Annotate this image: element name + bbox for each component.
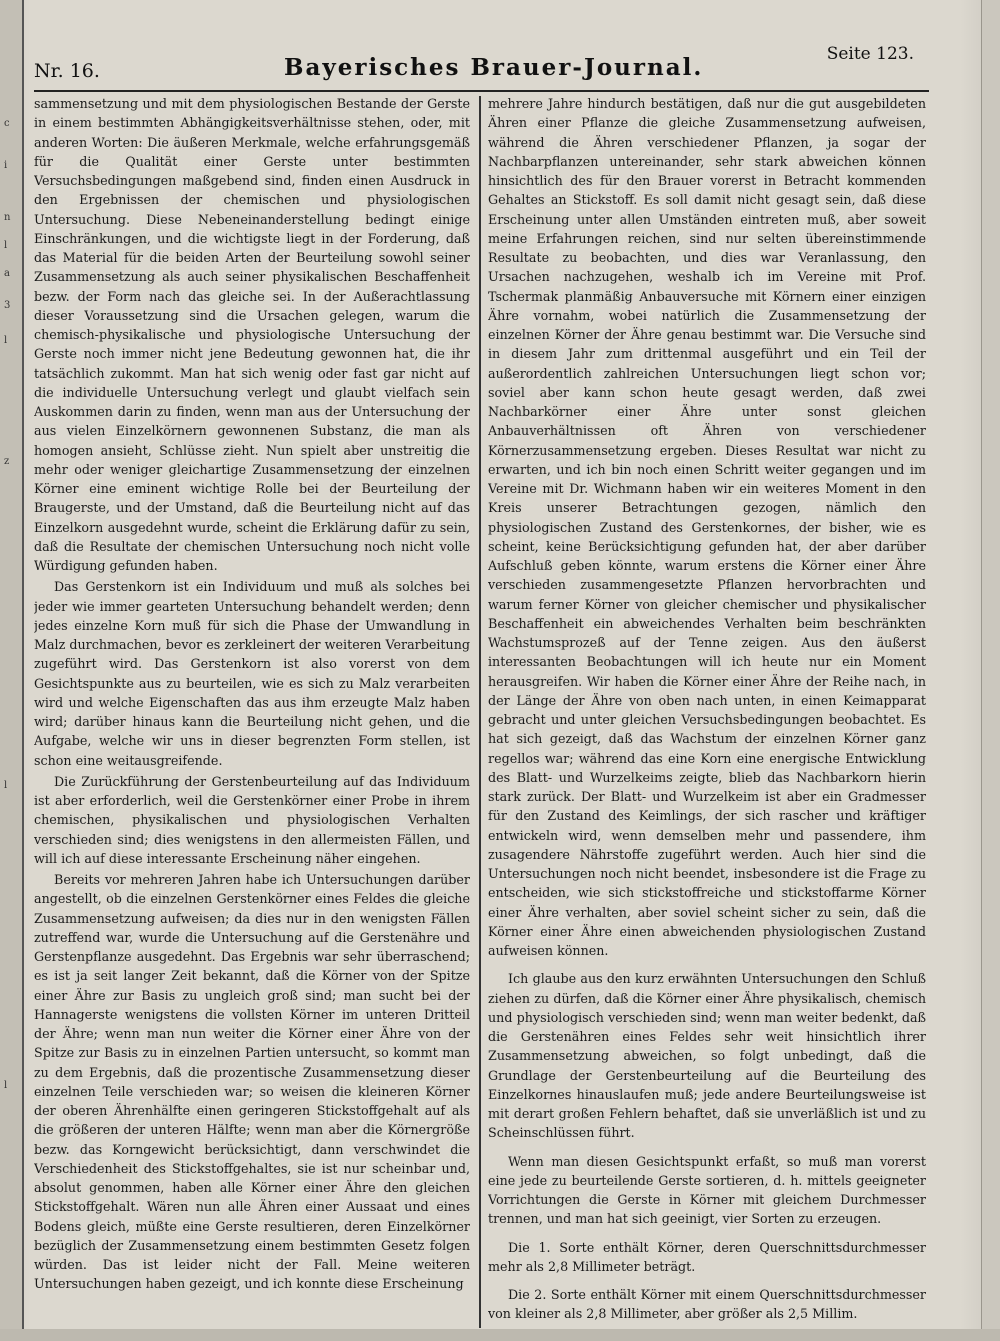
page-number: Seite 123. [826, 44, 914, 64]
margin-fragment: a [4, 268, 10, 279]
margin-fragment: l [4, 1080, 8, 1091]
page-header [34, 40, 914, 84]
paragraph: Ich glaube aus den kurz erwähnten Untersuchungen den Schluß ziehen zu dürfen, daß die Körner einer Ähre physikalisch, chemisch und physiologisch verschieden sind; wenn man weiter bedenkt, daß die Gerstenähren eines Feldes sehr weit hinsichtlich ihrer Zusammensetzung abweichen, so folgt unbedingt, daß die Grundlage der Gerstenbeurteilung auf die Beurteilung des Einzelkornes hinauslaufen muß; jede andere Beurteilungsweise ist mit derart großen Fehlern behaftet, daß sie unverläßlich ist und zu Scheinschlüssen führt. [488, 971, 926, 1141]
column-divider [479, 96, 481, 1328]
paragraph: mehrere Jahre hindurch bestätigen, daß nur die gut ausgebildeten Ähren einer Pflanze die gleiche Zusammensetzung aufweisen, während die Ähren verschiedener Pflanzen, ja sogar der Nachbarpflanzen untereinander, sehr stark abweichen können hinsichtlich des für den Brauer vorerst in Betracht kommenden Gehaltes an Stickstoff. Es soll damit nicht gesagt sein, daß diese Erscheinung unter allen Umständen eintreten muß, aber soweit meine Erfahrungen reichen, sind nur selten übereinstimmende Resultate zu beobachten, und dies war Veranlassung, den Ursachen nachzugehen, weshalb ich im Vereine mit Prof. Tschermak planmäßig Anbauversuche mit Körnern einer einzigen Ähre vornahm, wobei natürlich die Zusammensetzung der einzelnen Körner der Ähre genau bestimmt war. Die Versuche sind in diesem Jahr zum drittenmal ausgeführt und ein Teil der außerordentlich zahlreichen Untersuchungen liegt schon vor; soviel aber kann schon heute gesagt werden, daß zwei Nachbarkörner einer Ähre unter sonst gleichen Anbauverhältnissen oft Ähren von verschiedener Körnerzusammensetzung ergeben. Dieses Resultat war nicht zu erwarten, und ich bin noch einen Schritt weiter gegangen und im Vereine mit Dr. Wichmann haben wir ein weiteres Moment in den Kreis unserer Betrachtungen gezogen, nämlich den physiologischen Zustand des Gerstenkornes, der bisher, wie es scheint, keine Berücksichtigung gefunden hat, der aber darüber Aufschluß geben könnte, warum erstens die Körner einer Ähre verschieden zusammengesetzte Pflanzen hervorbrachten und warum ferner Körner von gleicher chemischer und physikalischer Beschaffenheit ein abweichendes Verhalten beim beschränkten Wachstumsprozeß auf der Tenne zeigen. Aus den äußerst interessanten Beobachtungen will ich heute nur ein Moment herausgreifen. Wir haben die Körner einer Ähre der Reihe nach, in der Länge der Ähre von oben nach unten, in einen Keimapparat gebracht und unter gleichen Versuchsbedingungen beobachtet. Es hat sich gezeigt, daß das Wachstum der einzelnen Körner ganz regellos war; während das eine Korn eine energische Entwicklung des Blatt- und Wurzelkeims zeigte, blieb das Nachbarkorn hierin stark zurück. Der Blatt- und Wurzelkeim ist aber ein Gradmesser für den Zustand des Keimlings, der sich rascher und kräftiger entwickeln wird, wenn demselben mehr und passendere, ihm zusagendere Nährstoffe zugeführt werden. Auch hier sind die Untersuchungen noch nicht beendet, insbesondere ist die Frage zu entscheiden, wie sich stickstoffreiche und stickstoffarme Körner einer Ähre verhalten, aber soviel scheint sicher zu sein, daß die Körner einer Ähre einen abweichenden physiologischen Zustand aufweisen können. [488, 96, 926, 958]
right-column [488, 94, 926, 1334]
paragraph: Die 1. Sorte enthält Körner, deren Querschnittsdurchmesser mehr als 2,8 Millimeter beträgt. [488, 1239, 926, 1274]
paragraph: Die 2. Sorte enthält Körner mit einem Querschnittsdurchmesser von kleiner als 2,8 Millimeter, aber größer als 2,5 Millim. [488, 1287, 926, 1322]
margin-fragment: l [4, 335, 8, 346]
margin-fragment: l [4, 240, 8, 251]
margin-fragment: 3 [4, 300, 11, 311]
left-column [34, 94, 470, 1334]
paragraph: Die Zurückführung der Gerstenbeurteilung auf das Individuum ist aber erforderlich, weil die Gerstenkörner einer Probe in ihrem chemischen, physikalischen und physiologischen Verhalten verschieden sind; dies wenigstens in den allermeisten Fällen, und will ich auf diese interessante Erscheinung näher eingehen. [34, 773, 470, 866]
margin-fragment: c [4, 118, 10, 129]
margin-fragment: i [4, 160, 8, 171]
paragraph: sammensetzung und mit dem physiologischen Bestande der Gerste in einem bestimmten Abhängigkeitsverhältnisse stehen, oder, mit anderen Worten: Die äußeren Merkmale, welche erfahrungsgemäß für die Qualität einer Gerste unter bestimmten Versuchsbedingungen maßgebend sind, finden einen Ausdruck in den Ergebnissen der chemischen und physiologischen Untersuchung. Diese Nebeneinanderstellung bedingt einige Einschränkungen, und die wichtigste liegt in der Forderung, daß das Material für die beiden Arten der Beurteilung sowohl seiner Zusammensetzung als auch seiner physikalischen Beschaffenheit bezw. der Form nach das gleiche sei. In der Außerachtlassung dieser Voraussetzung sind die Ursachen gelegen, warum die chemisch-physikalische und physiologische Untersuchung der Gerste noch immer nicht jene Bedeutung gewonnen hat, die ihr tatsächlich zukommt. Man hat sich wenig oder fast gar nicht auf die individuelle Untersuchung verlegt und glaubt vielfach sein Auskommen darin zu finden, wenn man aus der Untersuchung der aus vielen Einzelkörnern gewonnenen Substanz, die man als homogen ansieht, Schlüsse zieht. Nun spielt aber unstreitig die mehr oder weniger gleichartige Zusammensetzung der einzelnen Körner eine eminent wichtige Rolle bei der Beurteilung der Braugerste, und der Umstand, daß die Beurteilung nicht auf das Einzelkorn ausgedehnt wurde, scheint die Erklärung dafür zu sein, daß die Resultate der chemischen Untersuchung noch nicht volle Würdigung gefunden haben. [34, 96, 470, 573]
paragraph: Wenn man diesen Gesichtspunkt erfaßt, so muß man vorerst eine jede zu beurteilende Gerste sortieren, d. h. mittels geeigneter Vorrichtungen die Gerste in Körner mit gleichem Durchmesser trennen, und man hat sich geeinigt, vier Sorten zu erzeugen. [488, 1153, 926, 1227]
header-rule [34, 90, 929, 92]
page-edge-bottom [0, 1329, 1000, 1341]
margin-fragment: z [4, 456, 10, 467]
issue-number: Nr. 16. [34, 60, 100, 82]
paragraph: Bereits vor mehreren Jahren habe ich Untersuchungen darüber angestellt, ob die einzelnen Gerstenkörner eines Feldes die gleiche Zusammensetzung aufweisen; da dies nur in den wenigsten Fällen zutreffend war, wurde die Untersuchung auf die Gerstenähre und Gerstenpflanze ausgedehnt. Das Ergebnis war sehr überraschend; es ist ja seit langer Zeit bekannt, daß die Körner von der Spitze einer Ähre zur Basis zu ungleich groß sind; man sucht bei der Hannagerste wenigstens die vollsten Körner im unteren Dritteil der Ähre; wenn man nun weiter die Körner einer Ähre von der Spitze zur Basis zu in einzelnen Partien untersucht, so kommt man zu dem Ergebnis, daß die prozentische Zusammensetzung dieser einzelnen Teile verschieden war; so weisen die kleineren Körner der oberen Ährenhälfte einen geringeren Stickstoffgehalt auf als die größeren der unteren Hälfte; wenn man aber die Körnergröße bezw. das Korngewicht berücksichtigt, dann verschwindet die Verschiedenheit des Stickstoffgehaltes, sie ist nur scheinbar und, absolut genommen, haben alle Körner einer Ähre den gleichen Stickstoffgehalt. Wären nun alle Ähren einer Aussaat und eines Bodens gleich, müßte eine Gerste resultieren, deren Einzelkörner bezüglich der Zusammensetzung einem bestimmten Gesetz folgen würden. Das ist leider nicht der Fall. Meine weiteren Untersuchungen haben gezeigt, und ich konnte diese Erscheinung [34, 872, 470, 1292]
previous-page-edge [0, 0, 24, 1341]
margin-fragment: n [4, 212, 11, 223]
margin-fragment: l [4, 780, 8, 791]
page-edge-right [981, 0, 1000, 1341]
paragraph: Das Gerstenkorn ist ein Individuum und muß als solches bei jeder wie immer gearteten Untersuchung behandelt werden; denn jedes einzelne Korn muß für sich die Phase der Umwandlung in Malz durchmachen, bevor es zerkleinert der weiteren Verarbeitung zugeführt wird. Das Gerstenkorn ist also vorerst von dem Gesichtspunkte aus zu beurteilen, wie es sich zu Malz verarbeiten wird und welche Eigenschaften das aus ihm erzeugte Malz haben wird; darüber hinaus kann die Beurteilung nicht gehen, und die Aufgabe, welche wir uns in dieser begrenzten Form stellen, ist schon eine weitausgreifende. [34, 579, 470, 768]
journal-title: Bayerisches Brauer-Journal. [284, 54, 704, 81]
